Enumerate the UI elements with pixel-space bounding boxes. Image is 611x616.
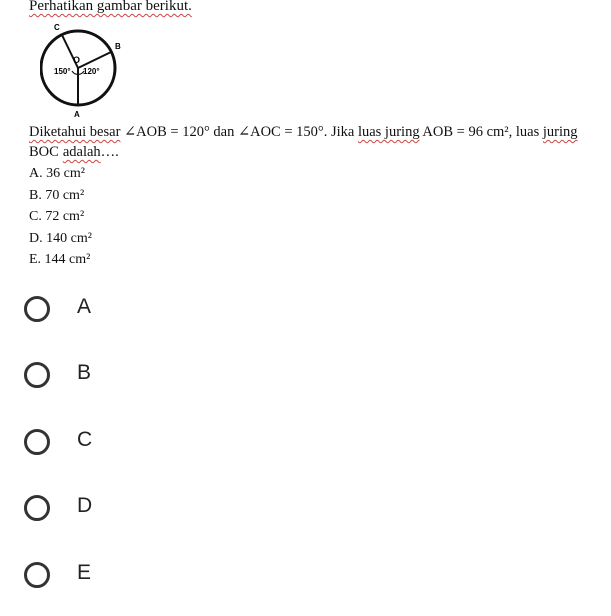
radius-ob (78, 52, 111, 68)
circle-diagram (40, 18, 130, 118)
answer-label: B (77, 361, 92, 384)
center-o-label: O (73, 55, 81, 65)
question-option-a: A. 36 cm² (29, 166, 85, 181)
text-area-aob: AOB = 96 cm², luas (422, 124, 540, 140)
radio-button-icon[interactable] (24, 495, 50, 521)
answer-choice-c[interactable] (0, 415, 611, 475)
radio-button-icon[interactable] (24, 362, 50, 388)
question-options (29, 163, 92, 271)
text-luas-juring: luas juring (357, 124, 420, 140)
point-c-label: C (54, 23, 60, 32)
radio-button-icon[interactable] (24, 562, 50, 588)
text-angle-aoc: ∠AOC = 150°. Jika (237, 124, 355, 140)
answer-choice-d[interactable] (0, 481, 611, 541)
text-ellipsis: …. (100, 144, 119, 160)
text-boc: BOC (29, 144, 59, 160)
point-b-label: B (115, 42, 121, 51)
answer-choice-e[interactable] (0, 548, 611, 608)
question-card (0, 0, 611, 275)
question-option-c: C. 72 cm² (29, 209, 85, 224)
answer-label: A (77, 295, 92, 318)
answer-label: D (77, 494, 93, 517)
question-option-d: D. 140 cm² (29, 230, 92, 246)
text-juring: juring (542, 124, 578, 140)
radio-button-icon[interactable] (24, 296, 50, 322)
angle-aoc-label: 150° (54, 67, 71, 76)
text-dan: dan (213, 124, 235, 140)
circle-figure (40, 18, 130, 118)
answer-label: E (77, 561, 92, 584)
text-angle-aob: ∠AOB = 120° (124, 124, 210, 140)
answer-label: C (77, 428, 93, 451)
text-adalah: adalah (62, 144, 101, 160)
answer-choice-b[interactable] (0, 348, 611, 408)
answer-choice-a[interactable] (0, 282, 611, 342)
question-option-e: E. 144 cm² (29, 252, 91, 267)
text-diketahui: Diketahui besar (29, 124, 121, 140)
angle-aob-label: 120° (83, 67, 100, 76)
question-text (29, 122, 594, 162)
radio-button-icon[interactable] (24, 429, 50, 455)
point-a-label: A (74, 110, 80, 118)
question-intro: Perhatikan gambar berikut. (29, 0, 192, 14)
question-option-b: B. 70 cm² (29, 187, 85, 203)
